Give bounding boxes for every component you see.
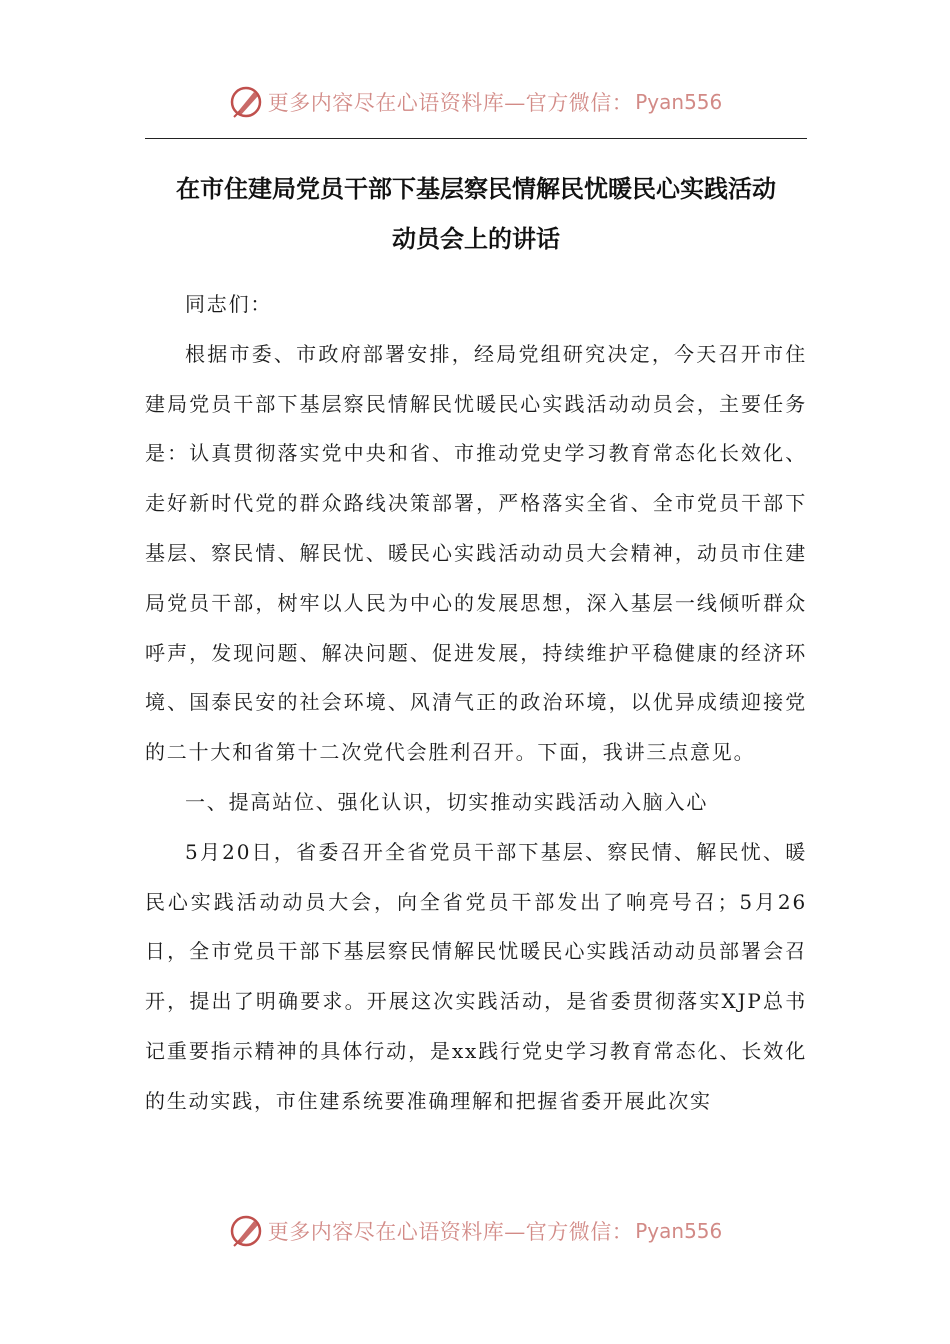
watermark-text: 更多内容尽在心语资料库—官方微信： [267,1220,634,1244]
title-line-2: 动员会上的讲话 [392,225,560,253]
footer-watermark [0,1209,950,1253]
quill-logo-icon [228,1213,264,1249]
paragraph: 5月20日，省委召开全省党员干部下基层、察民情、解民忧、暖民心实践活动动员大会，向全省党员干部发出了响亮号召；5月26日，全市党员干部下基层察民情解民忧暖民心实践活动动员部署会召开，提出了明确要求。开展这次实践活动，是省委贯彻落实XJP总书记重要指示精神的具体行动，是xx践行党史学习教育常态化、长效化的生动实践，市住建系统要准确理解和把握省委开展此次实 [145,839,807,1113]
paragraph: 根据市委、市政府部署安排，经局党组研究决定，今天召开市住建局党员干部下基层察民情解民忧暖民心实践活动动员会，主要任务是：认真贯彻落实党中央和省、市推动党史学习教育常态化长效化、走好新时代党的群众路线决策部署，严格落实全省、全市党员干部下基层、察民情、解民忧、暖民心实践活动动员大会精神，动员市住建局党员干部，树牢以人民为中心的发展思想，深入基层一线倾听群众呼声，发现问题、解决问题、促进发展，持续维护平稳健康的经济环境、国泰民安的社会环境、风清气正的政治环境，以优异成绩迎接党的二十大和省第十二次党代会胜利召开。下面，我讲三点意见。 [145,341,807,765]
document-title [145,164,807,264]
salutation: 同志们： [185,292,273,316]
quill-logo-icon [228,84,264,120]
document-body [145,280,807,1127]
header-watermark [0,80,950,124]
watermark-text: 更多内容尽在心语资料库—官方微信： [267,91,634,115]
section-heading: 一、提高站位、强化认识，切实推动实践活动入脑入心 [185,789,709,814]
title-line-1: 在市住建局党员干部下基层察民情解民忧暖民心实践活动 [176,175,776,203]
watermark-handle: Pyan556 [635,1219,723,1243]
watermark-handle: Pyan556 [635,90,723,114]
header-divider [145,138,807,139]
